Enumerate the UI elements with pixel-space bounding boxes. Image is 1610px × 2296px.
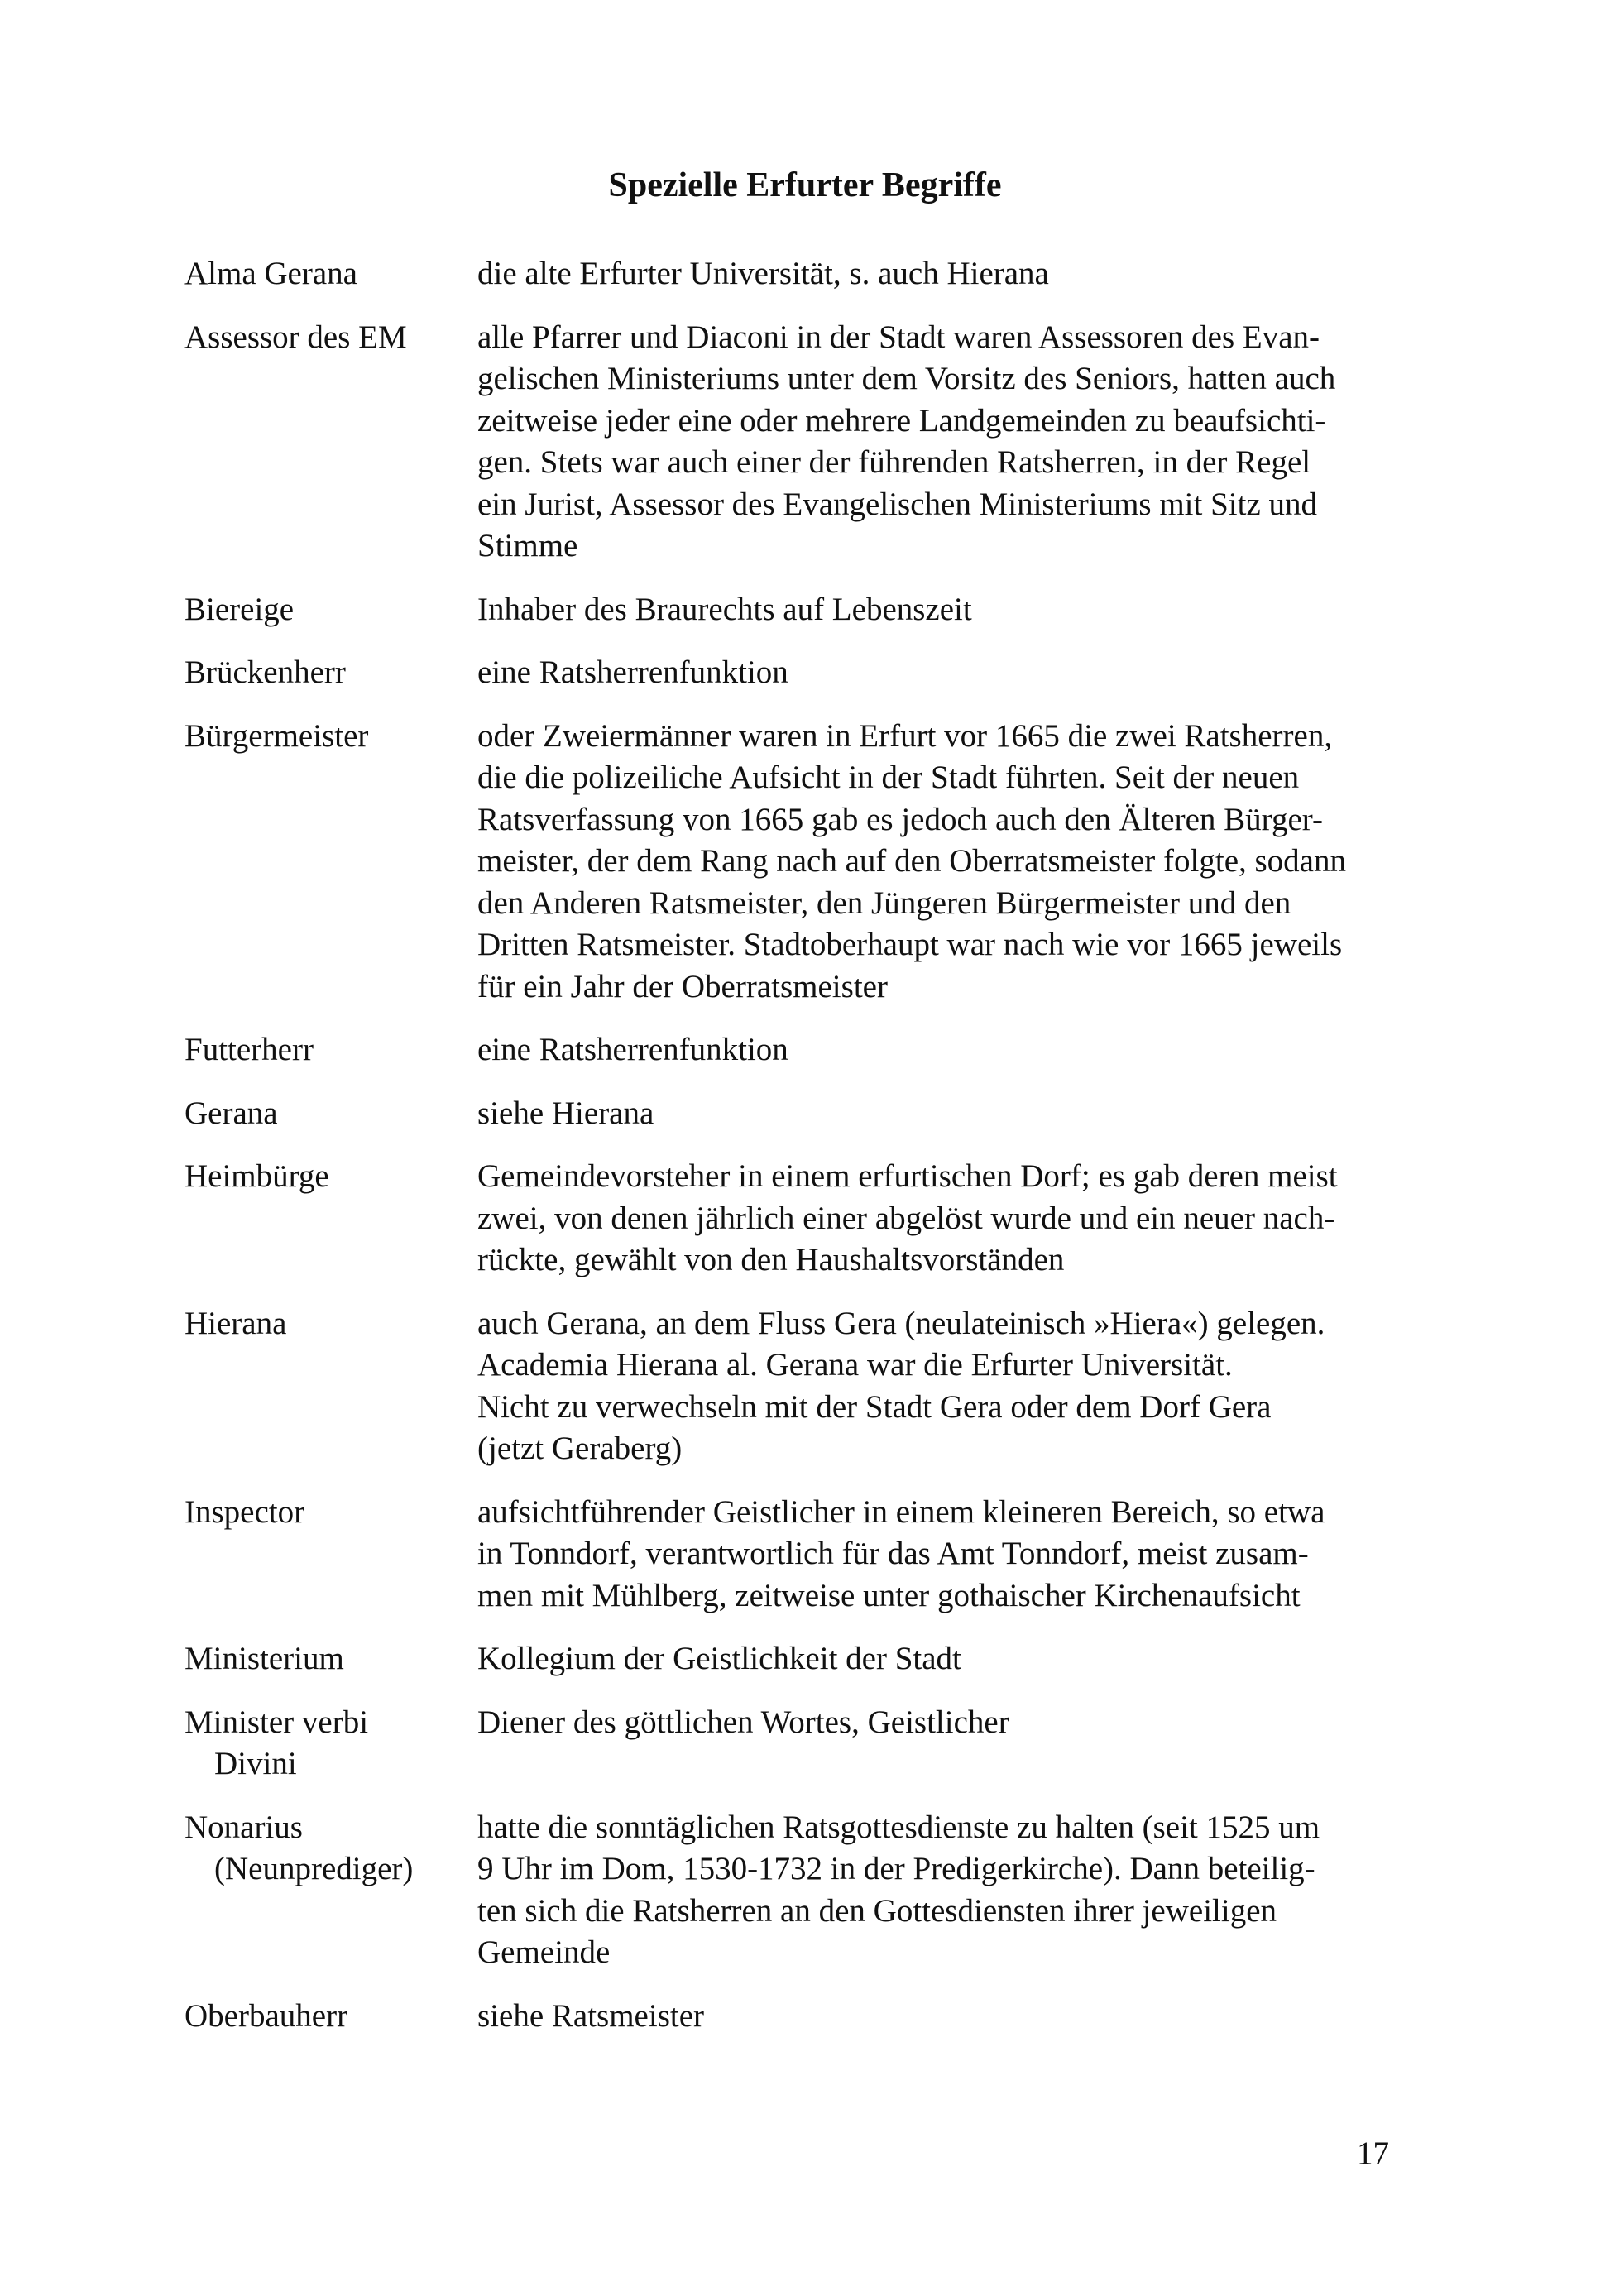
- term-line: Divini: [214, 1746, 297, 1781]
- term-line: Heimbürge: [184, 1158, 329, 1194]
- glossary-entry: [184, 1807, 1442, 1974]
- definition-line: in Tonndorf, verantwortlich für das Amt Tonndorf, meist zusam-: [477, 1536, 1309, 1571]
- glossary-definition: [477, 1996, 1442, 2038]
- glossary-entry: [184, 1303, 1442, 1470]
- term-line: Gerana: [184, 1095, 278, 1131]
- glossary-entry: [184, 1996, 1442, 2038]
- page-number: 17: [1357, 2135, 1389, 2171]
- glossary-term: [184, 1807, 477, 1974]
- glossary-term: [184, 253, 477, 295]
- glossary-term: [184, 1996, 477, 2038]
- glossary-definition: [477, 1029, 1442, 1071]
- term-line: Assessor des EM: [184, 319, 407, 355]
- glossary-entry: [184, 652, 1442, 694]
- glossary-definition: [477, 1156, 1442, 1282]
- glossary-term: [184, 1492, 477, 1618]
- glossary-entry: [184, 1638, 1442, 1680]
- definition-line: zeitweise jeder eine oder mehrere Landgemeinden zu beaufsichti-: [477, 402, 1326, 439]
- glossary-term: [184, 1093, 477, 1135]
- definition-line: gen. Stets war auch einer der führenden Ratsherren, in der Regel: [477, 444, 1311, 480]
- term-line: Nonarius: [184, 1809, 303, 1845]
- glossary-definition: [477, 1638, 1442, 1680]
- definition-line: die alte Erfurter Universität, s. auch Hierana: [477, 256, 1049, 291]
- glossary-entry: [184, 589, 1442, 631]
- glossary-definition: [477, 1492, 1442, 1618]
- definition-line: hatte die sonntäglichen Ratsgottesdienste zu halten (seit 1525 um: [477, 1809, 1320, 1845]
- definition-line: für ein Jahr der Oberratsmeister: [477, 968, 888, 1004]
- definition-line: Ratsverfassung von 1665 gab es jedoch auch den Älteren Bürger-: [477, 801, 1323, 837]
- definition-line: ten sich die Ratsherren an den Gottesdiensten ihrer jeweiligen: [477, 1892, 1277, 1929]
- definition-line: Stimme: [477, 528, 578, 563]
- definition-line: (jetzt Geraberg): [477, 1431, 683, 1466]
- glossary-entry: [184, 1156, 1442, 1282]
- glossary-entry: [184, 1029, 1442, 1071]
- page-title: Spezielle Erfurter Begriffe: [608, 166, 1002, 204]
- definition-line: aufsichtführender Geistlicher in einem kleineren Bereich, so etwa: [477, 1493, 1325, 1530]
- glossary-term: [184, 1029, 477, 1071]
- term-line: (Neunprediger): [214, 1851, 414, 1886]
- glossary-entry: [184, 253, 1442, 295]
- glossary-definition: [477, 652, 1442, 694]
- glossary-definition: [477, 1702, 1442, 1786]
- term-line: Biereige: [184, 591, 295, 627]
- definition-line: Academia Hierana al. Gerana war die Erfurter Universität.: [477, 1347, 1233, 1383]
- definition-line: meister, der dem Rang nach auf den Oberratsmeister folgte, sodann: [477, 843, 1346, 879]
- glossary-term: [184, 1702, 477, 1786]
- term-line: Bürgermeister: [184, 717, 369, 754]
- glossary-entry: [184, 1702, 1442, 1786]
- glossary-term: [184, 589, 477, 631]
- glossary-list: [184, 253, 1442, 2059]
- glossary-entry: [184, 1093, 1442, 1135]
- definition-line: Inhaber des Braurechts auf Lebenszeit: [477, 591, 972, 627]
- definition-line: den Anderen Ratsmeister, den Jüngeren Bürgermeister und den: [477, 884, 1291, 921]
- definition-line: Kollegium der Geistlichkeit der Stadt: [477, 1641, 961, 1676]
- definition-line: eine Ratsherrenfunktion: [477, 654, 788, 690]
- definition-line: men mit Mühlberg, zeitweise unter gothaischer Kirchenaufsicht: [477, 1577, 1301, 1613]
- glossary-definition: [477, 317, 1442, 568]
- glossary-entry: [184, 1492, 1442, 1618]
- definition-line: Diener des göttlichen Wortes, Geistlicher: [477, 1704, 1009, 1740]
- glossary-term: [184, 1303, 477, 1470]
- glossary-term: [184, 1638, 477, 1680]
- term-line: Alma Gerana: [184, 256, 357, 291]
- glossary-entry: [184, 317, 1442, 568]
- definition-line: 9 Uhr im Dom, 1530-1732 in der Predigerkirche). Dann beteilig-: [477, 1851, 1315, 1886]
- glossary-definition: [477, 1093, 1442, 1135]
- glossary-definition: [477, 253, 1442, 295]
- glossary-term: [184, 716, 477, 1009]
- definition-line: eine Ratsherrenfunktion: [477, 1032, 788, 1067]
- definition-line: Gemeindevorsteher in einem erfurtischen Dorf; es gab deren meist: [477, 1158, 1338, 1194]
- definition-line: zwei, von denen jährlich einer abgelöst wurde und ein neuer nach-: [477, 1200, 1335, 1236]
- term-line: Hierana: [184, 1305, 287, 1341]
- definition-line: Nicht zu verwechseln mit der Stadt Gera oder dem Dorf Gera: [477, 1388, 1272, 1425]
- glossary-term: [184, 317, 477, 568]
- term-line: Minister verbi: [184, 1704, 369, 1740]
- definition-line: siehe Ratsmeister: [477, 1997, 705, 2034]
- term-line: Ministerium: [184, 1641, 344, 1676]
- definition-line: siehe Hierana: [477, 1095, 654, 1131]
- definition-line: Dritten Ratsmeister. Stadtoberhaupt war nach wie vor 1665 jeweils: [477, 927, 1343, 962]
- glossary-definition: [477, 1807, 1442, 1974]
- definition-line: oder Zweiermänner waren in Erfurt vor 1665 die zwei Ratsherren,: [477, 717, 1333, 754]
- glossary-term: [184, 652, 477, 694]
- definition-line: auch Gerana, an dem Fluss Gera (neulateinisch »Hiera«) gelegen.: [477, 1305, 1325, 1341]
- glossary-entry: [184, 716, 1442, 1009]
- term-line: Oberbauherr: [184, 1997, 348, 2034]
- definition-line: rückte, gewählt von den Haushaltsvorständen: [477, 1242, 1065, 1277]
- term-line: Inspector: [184, 1493, 305, 1530]
- definition-line: Gemeinde: [477, 1934, 611, 1970]
- definition-line: gelischen Ministeriums unter dem Vorsitz des Seniors, hatten auch: [477, 361, 1336, 396]
- glossary-term: [184, 1156, 477, 1282]
- glossary-definition: [477, 1303, 1442, 1470]
- definition-line: die die polizeiliche Aufsicht in der Stadt führten. Seit der neuen: [477, 760, 1300, 795]
- term-line: Brückenherr: [184, 654, 346, 690]
- glossary-definition: [477, 589, 1442, 631]
- definition-line: alle Pfarrer und Diaconi in der Stadt waren Assessoren des Evan-: [477, 319, 1320, 355]
- glossary-definition: [477, 716, 1442, 1009]
- definition-line: ein Jurist, Assessor des Evangelischen Ministeriums mit Sitz und: [477, 486, 1318, 522]
- term-line: Futterherr: [184, 1032, 314, 1067]
